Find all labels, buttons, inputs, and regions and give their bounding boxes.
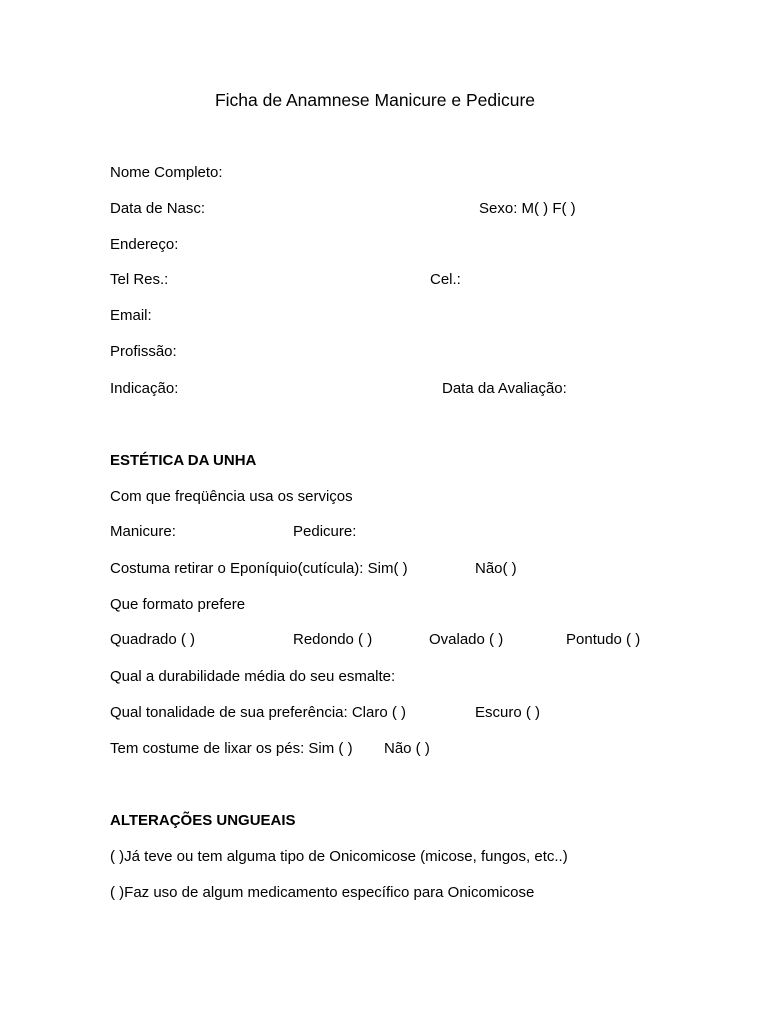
redondo-option: Redondo ( ) [293, 631, 373, 648]
durabilidade-question: Qual a durabilidade média do seu esmalte: [110, 668, 396, 685]
pontudo-option: Pontudo ( ) [566, 631, 641, 648]
profissao-label: Profissão: [110, 343, 177, 360]
lixar-nao-option: Não ( ) [384, 740, 430, 757]
cel-label: Cel.: [430, 271, 461, 288]
quadrado-option: Quadrado ( ) [110, 631, 196, 648]
endereco-label: Endereço: [110, 236, 179, 253]
cuticula-question: Costuma retirar o Eponíquio(cutícula): Sim( ) [110, 560, 408, 577]
escuro-option: Escuro ( ) [475, 704, 541, 721]
data-nasc-label: Data de Nasc: [110, 200, 206, 217]
medicamento-item: ( )Faz uso de algum medicamento específico para Onicomicose [110, 884, 535, 901]
pedicure-label: Pedicure: [293, 523, 357, 540]
estetica-heading: ESTÉTICA DA UNHA [110, 452, 257, 469]
tel-res-label: Tel Res.: [110, 271, 169, 288]
tonalidade-question: Qual tonalidade de sua preferência: Claro ( ) [110, 704, 407, 721]
cuticula-nao-option: Não( ) [475, 560, 517, 577]
email-label: Email: [110, 307, 152, 324]
manicure-label: Manicure: [110, 523, 176, 540]
alteracoes-heading: ALTERAÇÕES UNGUEAIS [110, 812, 296, 829]
form-title: Ficha de Anamnese Manicure e Pedicure [214, 90, 536, 110]
frequencia-question: Com que freqüência usa os serviços [110, 488, 353, 505]
sexo-label: Sexo: M( ) F( ) [479, 200, 576, 217]
nome-label: Nome Completo: [110, 164, 223, 181]
data-avaliacao-label: Data da Avaliação: [442, 380, 567, 397]
ovalado-option: Ovalado ( ) [429, 631, 504, 648]
lixar-question: Tem costume de lixar os pés: Sim ( ) [110, 740, 353, 757]
onicomicose-item: ( )Já teve ou tem alguma tipo de Onicomicose (micose, fungos, etc..) [110, 848, 568, 865]
indicacao-label: Indicação: [110, 380, 179, 397]
formato-question: Que formato prefere [110, 596, 246, 613]
